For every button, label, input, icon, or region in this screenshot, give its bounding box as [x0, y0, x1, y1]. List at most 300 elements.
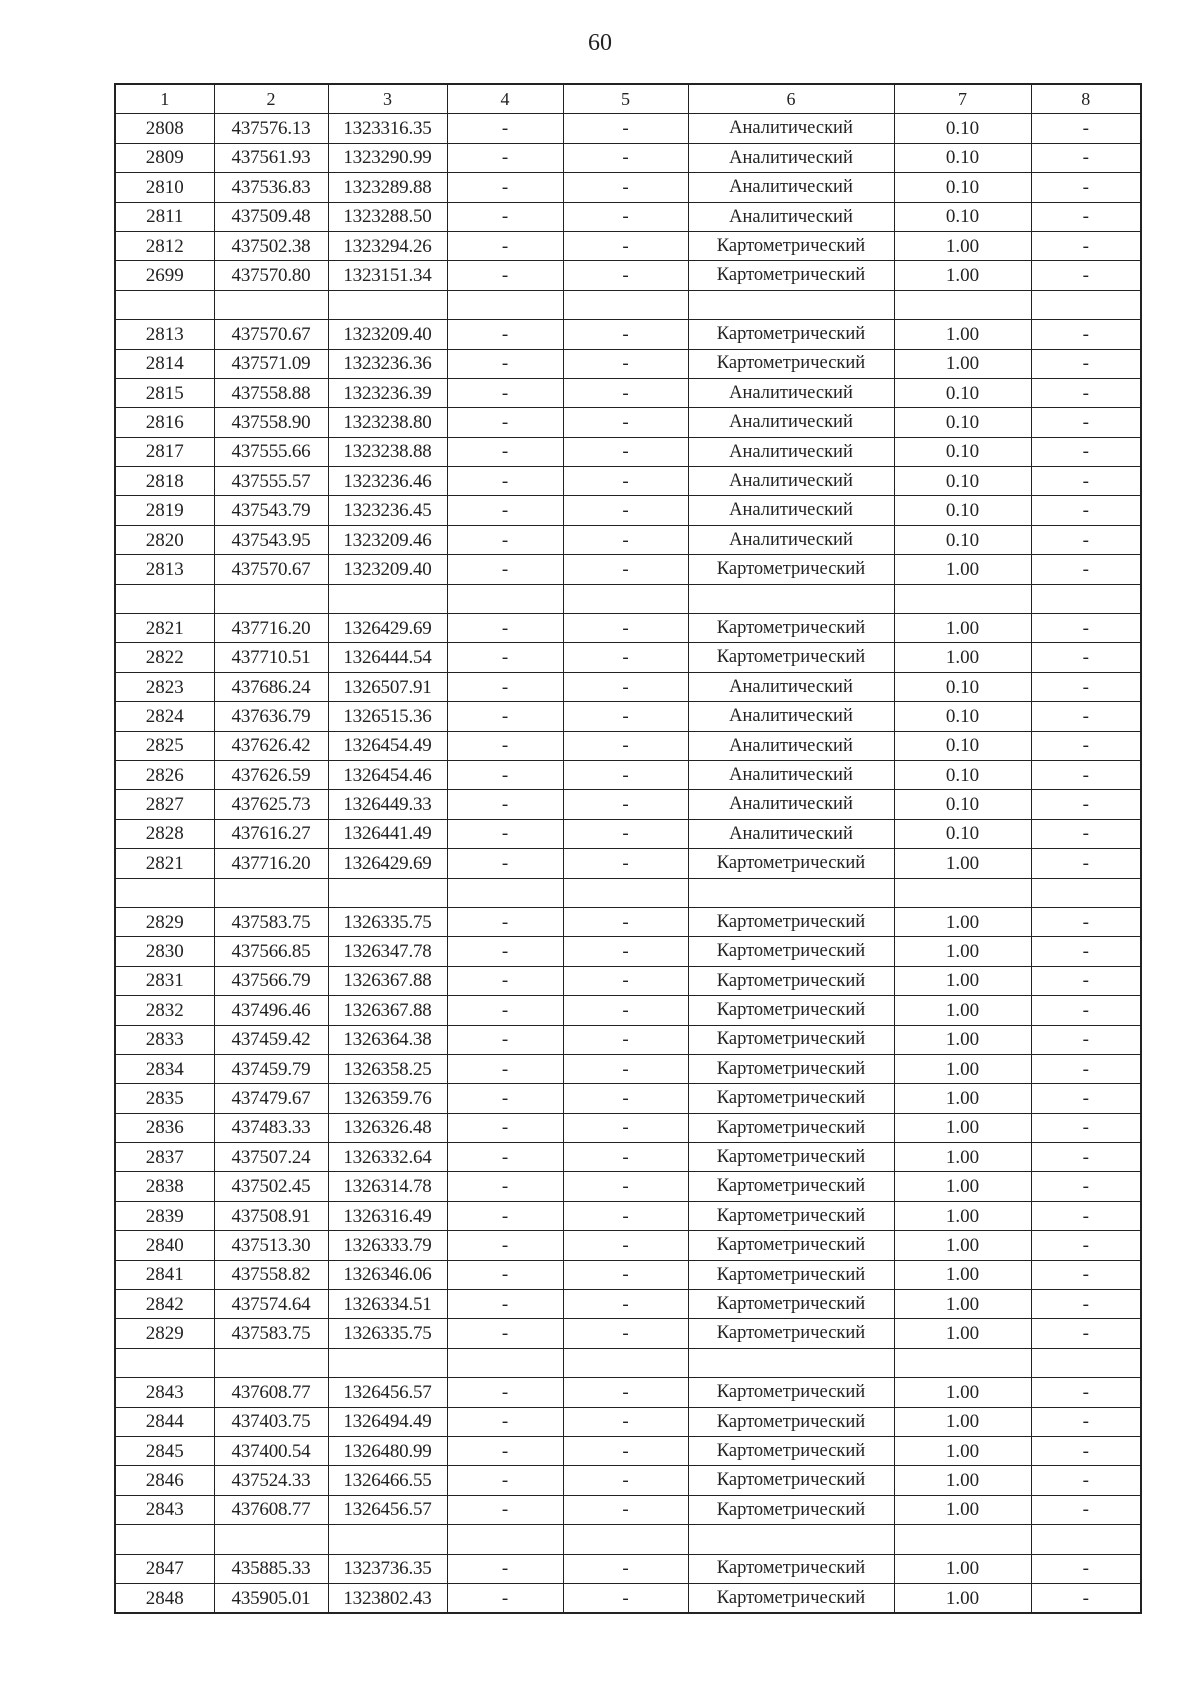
col-8-value: - [1031, 437, 1141, 466]
x-coordinate: 437555.57 [214, 467, 328, 496]
method: Картометрический [688, 1201, 894, 1230]
y-coordinate: 1326332.64 [328, 1143, 447, 1172]
point-number: 2829 [115, 1319, 214, 1348]
x-coordinate: 437625.73 [214, 790, 328, 819]
col-5-value: - [563, 1143, 688, 1172]
method: Аналитический [688, 525, 894, 554]
col-8-value: - [1031, 790, 1141, 819]
col-5-value: - [563, 1231, 688, 1260]
table-row [115, 378, 1141, 407]
x-coordinate [214, 290, 328, 319]
y-coordinate: 1326456.57 [328, 1378, 447, 1407]
col-4-value: - [447, 966, 563, 995]
col-5-value: - [563, 408, 688, 437]
accuracy: 0.10 [894, 408, 1031, 437]
col-8-value: - [1031, 702, 1141, 731]
col-8-value: - [1031, 143, 1141, 172]
col-4-value: - [447, 1201, 563, 1230]
x-coordinate [214, 1525, 328, 1554]
col-5-value: - [563, 496, 688, 525]
col-5-value: - [563, 1436, 688, 1465]
col-5-value: - [563, 643, 688, 672]
method: Аналитический [688, 202, 894, 231]
col-8-value: - [1031, 1084, 1141, 1113]
point-number: 2823 [115, 672, 214, 701]
y-coordinate: 1326346.06 [328, 1260, 447, 1289]
column-header: 5 [563, 84, 688, 114]
point-number: 2833 [115, 1025, 214, 1054]
col-4-value [447, 584, 563, 613]
y-coordinate: 1326316.49 [328, 1201, 447, 1230]
point-number: 2811 [115, 202, 214, 231]
col-4-value: - [447, 525, 563, 554]
accuracy: 1.00 [894, 937, 1031, 966]
col-8-value: - [1031, 643, 1141, 672]
col-5-value [563, 290, 688, 319]
x-coordinate [214, 1348, 328, 1377]
col-8-value: - [1031, 1407, 1141, 1436]
accuracy: 1.00 [894, 1378, 1031, 1407]
method: Аналитический [688, 173, 894, 202]
x-coordinate: 437561.93 [214, 143, 328, 172]
col-8-value: - [1031, 173, 1141, 202]
accuracy: 0.10 [894, 437, 1031, 466]
y-coordinate: 1323316.35 [328, 114, 447, 143]
y-coordinate: 1326444.54 [328, 643, 447, 672]
col-8-value: - [1031, 1436, 1141, 1465]
table-body [115, 84, 1141, 1613]
y-coordinate: 1323289.88 [328, 173, 447, 202]
col-4-value: - [447, 496, 563, 525]
col-8-value: - [1031, 672, 1141, 701]
method: Картометрический [688, 1466, 894, 1495]
point-number: 2828 [115, 819, 214, 848]
point-number [115, 1348, 214, 1377]
accuracy: 1.00 [894, 849, 1031, 878]
col-5-value: - [563, 202, 688, 231]
point-number: 2839 [115, 1201, 214, 1230]
method: Аналитический [688, 702, 894, 731]
y-coordinate [328, 878, 447, 907]
accuracy: 1.00 [894, 1025, 1031, 1054]
col-4-value: - [447, 907, 563, 936]
col-4-value: - [447, 173, 563, 202]
method: Картометрический [688, 1172, 894, 1201]
accuracy: 1.00 [894, 1495, 1031, 1524]
x-coordinate: 437459.79 [214, 1054, 328, 1083]
x-coordinate: 437710.51 [214, 643, 328, 672]
col-8-value: - [1031, 819, 1141, 848]
col-8-value: - [1031, 937, 1141, 966]
col-8-value [1031, 1348, 1141, 1377]
table-row [115, 525, 1141, 554]
col-4-value [447, 878, 563, 907]
x-coordinate: 437543.95 [214, 525, 328, 554]
x-coordinate: 437583.75 [214, 907, 328, 936]
table-row [115, 1554, 1141, 1583]
x-coordinate: 437583.75 [214, 1319, 328, 1348]
method: Картометрический [688, 1290, 894, 1319]
method: Аналитический [688, 760, 894, 789]
col-4-value: - [447, 937, 563, 966]
y-coordinate: 1323236.46 [328, 467, 447, 496]
col-5-value: - [563, 1084, 688, 1113]
col-4-value: - [447, 614, 563, 643]
table-row [115, 202, 1141, 231]
y-coordinate: 1326494.49 [328, 1407, 447, 1436]
table-row [115, 1583, 1141, 1613]
col-4-value: - [447, 143, 563, 172]
y-coordinate: 1326335.75 [328, 907, 447, 936]
col-4-value: - [447, 731, 563, 760]
method: Картометрический [688, 1113, 894, 1142]
table-row [115, 790, 1141, 819]
y-coordinate: 1323238.80 [328, 408, 447, 437]
col-8-value: - [1031, 525, 1141, 554]
col-4-value: - [447, 1290, 563, 1319]
table-row [115, 907, 1141, 936]
accuracy: 1.00 [894, 1436, 1031, 1465]
col-8-value: - [1031, 496, 1141, 525]
point-number: 2699 [115, 261, 214, 290]
y-coordinate: 1323151.34 [328, 261, 447, 290]
table-row [115, 1495, 1141, 1524]
col-4-value: - [447, 114, 563, 143]
x-coordinate: 437459.42 [214, 1025, 328, 1054]
y-coordinate: 1326515.36 [328, 702, 447, 731]
column-header: 2 [214, 84, 328, 114]
table-row [115, 408, 1141, 437]
table-row [115, 614, 1141, 643]
col-4-value: - [447, 408, 563, 437]
table-row [115, 1113, 1141, 1142]
x-coordinate: 437509.48 [214, 202, 328, 231]
col-4-value: - [447, 1466, 563, 1495]
col-4-value: - [447, 760, 563, 789]
col-8-value [1031, 290, 1141, 319]
col-4-value: - [447, 1260, 563, 1289]
y-coordinate: 1326326.48 [328, 1113, 447, 1142]
table-row [115, 1319, 1141, 1348]
x-coordinate: 437716.20 [214, 614, 328, 643]
col-4-value: - [447, 231, 563, 260]
method: Аналитический [688, 790, 894, 819]
accuracy: 1.00 [894, 349, 1031, 378]
accuracy [894, 1348, 1031, 1377]
point-number: 2813 [115, 320, 214, 349]
accuracy: 0.10 [894, 731, 1031, 760]
table-row [115, 672, 1141, 701]
accuracy: 1.00 [894, 1113, 1031, 1142]
col-5-value: - [563, 731, 688, 760]
col-8-value: - [1031, 408, 1141, 437]
col-4-value: - [447, 702, 563, 731]
col-5-value: - [563, 1495, 688, 1524]
x-coordinate: 437566.85 [214, 937, 328, 966]
table-row [115, 1407, 1141, 1436]
col-8-value: - [1031, 1290, 1141, 1319]
x-coordinate: 437558.88 [214, 378, 328, 407]
col-4-value: - [447, 1025, 563, 1054]
accuracy: 1.00 [894, 1466, 1031, 1495]
col-5-value: - [563, 467, 688, 496]
x-coordinate: 437555.66 [214, 437, 328, 466]
col-4-value: - [447, 1054, 563, 1083]
y-coordinate: 1326449.33 [328, 790, 447, 819]
accuracy: 0.10 [894, 525, 1031, 554]
x-coordinate: 437636.79 [214, 702, 328, 731]
y-coordinate: 1326333.79 [328, 1231, 447, 1260]
col-8-value: - [1031, 231, 1141, 260]
method: Аналитический [688, 408, 894, 437]
method: Картометрический [688, 1583, 894, 1613]
col-4-value: - [447, 202, 563, 231]
col-4-value: - [447, 1231, 563, 1260]
accuracy [894, 584, 1031, 613]
table-row [115, 1025, 1141, 1054]
col-4-value: - [447, 1378, 563, 1407]
col-4-value: - [447, 672, 563, 701]
table-row [115, 1260, 1141, 1289]
col-5-value: - [563, 937, 688, 966]
accuracy: 1.00 [894, 643, 1031, 672]
table-row [115, 1466, 1141, 1495]
accuracy: 0.10 [894, 819, 1031, 848]
x-coordinate: 437570.80 [214, 261, 328, 290]
point-number: 2840 [115, 1231, 214, 1260]
accuracy: 1.00 [894, 1143, 1031, 1172]
x-coordinate [214, 584, 328, 613]
table-row [115, 996, 1141, 1025]
accuracy: 0.10 [894, 467, 1031, 496]
method: Картометрический [688, 1084, 894, 1113]
col-4-value: - [447, 1554, 563, 1583]
col-5-value: - [563, 996, 688, 1025]
point-number: 2847 [115, 1554, 214, 1583]
point-number [115, 1525, 214, 1554]
table-row [115, 1290, 1141, 1319]
y-coordinate: 1323288.50 [328, 202, 447, 231]
table-row [115, 114, 1141, 143]
col-8-value: - [1031, 114, 1141, 143]
x-coordinate: 437574.64 [214, 1290, 328, 1319]
point-number: 2825 [115, 731, 214, 760]
method: Картометрический [688, 1231, 894, 1260]
y-coordinate [328, 584, 447, 613]
col-4-value: - [447, 1143, 563, 1172]
table-row [115, 760, 1141, 789]
col-8-value: - [1031, 1143, 1141, 1172]
col-5-value: - [563, 378, 688, 407]
method: Аналитический [688, 467, 894, 496]
method: Картометрический [688, 1260, 894, 1289]
method: Картометрический [688, 643, 894, 672]
col-5-value: - [563, 1113, 688, 1142]
col-8-value: - [1031, 1025, 1141, 1054]
table-row [115, 1143, 1141, 1172]
col-8-value: - [1031, 614, 1141, 643]
col-5-value: - [563, 1407, 688, 1436]
col-8-value: - [1031, 202, 1141, 231]
point-number: 2836 [115, 1113, 214, 1142]
y-coordinate: 1323236.39 [328, 378, 447, 407]
col-4-value [447, 1348, 563, 1377]
method: Картометрический [688, 1495, 894, 1524]
table-row [115, 966, 1141, 995]
col-5-value: - [563, 261, 688, 290]
col-4-value: - [447, 996, 563, 1025]
col-4-value: - [447, 643, 563, 672]
x-coordinate: 437626.59 [214, 760, 328, 789]
col-8-value: - [1031, 966, 1141, 995]
y-coordinate: 1326466.55 [328, 1466, 447, 1495]
column-header: 3 [328, 84, 447, 114]
method: Картометрический [688, 614, 894, 643]
accuracy: 1.00 [894, 1583, 1031, 1613]
method: Картометрический [688, 907, 894, 936]
accuracy: 0.10 [894, 202, 1031, 231]
col-5-value: - [563, 1201, 688, 1230]
y-coordinate: 1323209.40 [328, 555, 447, 584]
col-4-value: - [447, 261, 563, 290]
table-row [115, 849, 1141, 878]
column-header: 7 [894, 84, 1031, 114]
y-coordinate [328, 290, 447, 319]
col-5-value [563, 878, 688, 907]
col-4-value: - [447, 1172, 563, 1201]
table-row [115, 320, 1141, 349]
accuracy: 0.10 [894, 672, 1031, 701]
point-number: 2834 [115, 1054, 214, 1083]
separator-row [115, 878, 1141, 907]
col-8-value [1031, 878, 1141, 907]
accuracy: 0.10 [894, 790, 1031, 819]
point-number [115, 878, 214, 907]
col-4-value: - [447, 1319, 563, 1348]
x-coordinate: 437571.09 [214, 349, 328, 378]
point-number: 2846 [115, 1466, 214, 1495]
column-header: 6 [688, 84, 894, 114]
col-5-value: - [563, 114, 688, 143]
method [688, 584, 894, 613]
col-4-value: - [447, 437, 563, 466]
x-coordinate: 437570.67 [214, 320, 328, 349]
col-8-value: - [1031, 760, 1141, 789]
col-8-value: - [1031, 731, 1141, 760]
col-5-value: - [563, 1554, 688, 1583]
coordinates-table [114, 83, 1142, 1614]
col-8-value: - [1031, 261, 1141, 290]
col-8-value: - [1031, 1495, 1141, 1524]
point-number: 2843 [115, 1378, 214, 1407]
point-number: 2845 [115, 1436, 214, 1465]
method: Картометрический [688, 1054, 894, 1083]
header-row [115, 84, 1141, 114]
accuracy: 1.00 [894, 1407, 1031, 1436]
accuracy: 1.00 [894, 261, 1031, 290]
col-5-value: - [563, 1054, 688, 1083]
accuracy: 1.00 [894, 1290, 1031, 1319]
col-8-value: - [1031, 1054, 1141, 1083]
accuracy: 0.10 [894, 173, 1031, 202]
col-4-value: - [447, 1113, 563, 1142]
table-row [115, 173, 1141, 202]
col-5-value: - [563, 1172, 688, 1201]
x-coordinate: 437483.33 [214, 1113, 328, 1142]
col-5-value: - [563, 1290, 688, 1319]
col-8-value: - [1031, 320, 1141, 349]
method: Картометрический [688, 349, 894, 378]
method: Картометрический [688, 320, 894, 349]
method [688, 1525, 894, 1554]
method: Картометрический [688, 1436, 894, 1465]
accuracy: 0.10 [894, 143, 1031, 172]
method: Картометрический [688, 966, 894, 995]
col-5-value: - [563, 819, 688, 848]
col-5-value: - [563, 1319, 688, 1348]
method: Аналитический [688, 819, 894, 848]
y-coordinate [328, 1348, 447, 1377]
y-coordinate: 1326364.38 [328, 1025, 447, 1054]
x-coordinate: 437524.33 [214, 1466, 328, 1495]
y-coordinate: 1326359.76 [328, 1084, 447, 1113]
accuracy: 1.00 [894, 1319, 1031, 1348]
point-number: 2819 [115, 496, 214, 525]
point-number: 2810 [115, 173, 214, 202]
y-coordinate: 1326480.99 [328, 1436, 447, 1465]
accuracy: 1.00 [894, 1231, 1031, 1260]
col-8-value: - [1031, 1260, 1141, 1289]
method: Аналитический [688, 731, 894, 760]
table-row [115, 1172, 1141, 1201]
accuracy: 1.00 [894, 320, 1031, 349]
x-coordinate: 437508.91 [214, 1201, 328, 1230]
point-number: 2821 [115, 849, 214, 878]
col-4-value: - [447, 1583, 563, 1613]
point-number: 2808 [115, 114, 214, 143]
point-number: 2822 [115, 643, 214, 672]
method: Аналитический [688, 378, 894, 407]
accuracy: 1.00 [894, 555, 1031, 584]
table-row [115, 643, 1141, 672]
y-coordinate: 1326335.75 [328, 1319, 447, 1348]
col-8-value: - [1031, 467, 1141, 496]
table-row [115, 467, 1141, 496]
col-5-value: - [563, 614, 688, 643]
y-coordinate: 1323209.40 [328, 320, 447, 349]
accuracy [894, 290, 1031, 319]
col-4-value: - [447, 349, 563, 378]
y-coordinate: 1326429.69 [328, 614, 447, 643]
x-coordinate: 437536.83 [214, 173, 328, 202]
method: Картометрический [688, 1554, 894, 1583]
y-coordinate: 1326429.69 [328, 849, 447, 878]
y-coordinate: 1326441.49 [328, 819, 447, 848]
table-row [115, 349, 1141, 378]
point-number: 2816 [115, 408, 214, 437]
x-coordinate: 437616.27 [214, 819, 328, 848]
accuracy: 1.00 [894, 996, 1031, 1025]
accuracy: 1.00 [894, 1172, 1031, 1201]
x-coordinate: 437566.79 [214, 966, 328, 995]
accuracy: 1.00 [894, 1054, 1031, 1083]
col-8-value [1031, 1525, 1141, 1554]
x-coordinate: 437558.82 [214, 1260, 328, 1289]
col-8-value: - [1031, 1231, 1141, 1260]
page-number: 60 [588, 30, 612, 56]
point-number: 2815 [115, 378, 214, 407]
col-5-value: - [563, 525, 688, 554]
